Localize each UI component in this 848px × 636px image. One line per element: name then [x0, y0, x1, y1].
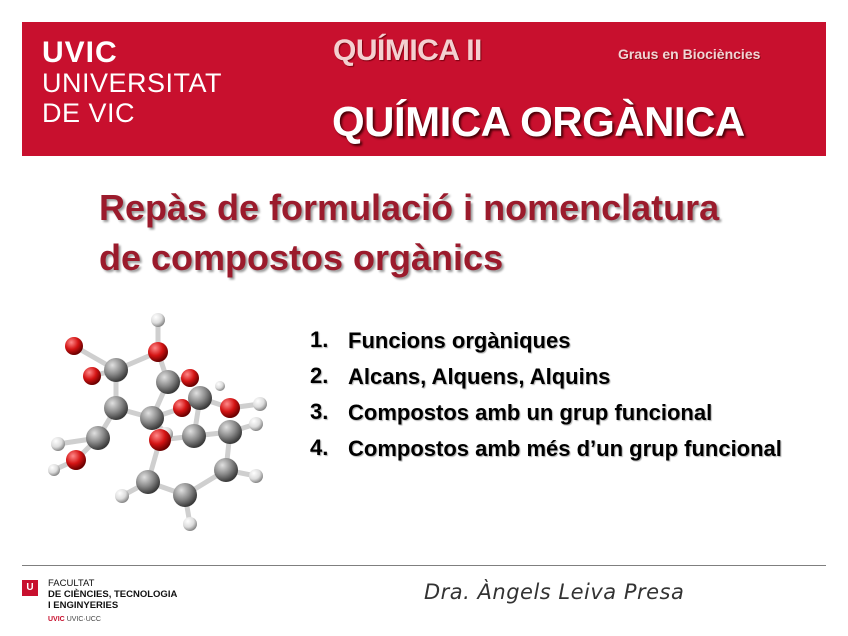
topic-text: Compostos amb un grup funcional: [348, 400, 713, 425]
subject-title: QUÍMICA ORGÀNICA: [332, 98, 745, 145]
footer-divider: [22, 565, 826, 566]
topic-item: [310, 430, 782, 466]
header-banner: [22, 22, 826, 156]
faculty-line-1: FACULTAT: [48, 578, 95, 589]
faculty-line-2: DE CIÈNCIES, TECNOLOGIA: [48, 589, 178, 600]
slide-title-line-1: Repàs de formulació i nomenclatura: [99, 187, 720, 228]
faculty-name: [48, 578, 177, 625]
university-logo: [42, 38, 222, 128]
topic-item: [310, 322, 782, 358]
logo-short: UVIC: [42, 36, 118, 69]
slide-title: [99, 183, 719, 283]
topic-list: [310, 322, 782, 466]
uvic-mark-icon: U: [22, 580, 38, 596]
faculty-uvic: [48, 614, 177, 625]
topic-number: 3.: [310, 399, 329, 424]
topic-text: Funcions orgàniques: [348, 328, 571, 353]
author-name: Dra. Àngels Leiva Presa: [424, 580, 685, 604]
logo-line-2: DE VIC: [42, 98, 136, 128]
topic-text: Compostos amb més d’un grup funcional: [348, 436, 782, 461]
topic-number: 1.: [310, 327, 329, 352]
molecule-atoms: [48, 313, 267, 531]
course-title: QUÍMICA II: [333, 34, 482, 67]
logo-line-1: UNIVERSITAT: [42, 68, 223, 98]
faculty-logo: [22, 578, 177, 625]
faculty-line-3: I ENGINYERIES: [48, 600, 119, 611]
topic-item: [310, 394, 782, 430]
faculty-uvic-sub: UVIC·UCC: [66, 616, 101, 623]
topic-number: 4.: [310, 435, 329, 460]
topic-number: 2.: [310, 363, 329, 388]
topic-text: Alcans, Alquens, Alquins: [348, 364, 611, 389]
molecule-illustration: [40, 300, 280, 540]
topic-item: [310, 358, 782, 394]
faculty-uvic-label: UVIC: [48, 616, 65, 623]
degree-label: Graus en Biociències: [618, 46, 761, 62]
slide-title-line-2: de compostos orgànics: [99, 237, 504, 278]
